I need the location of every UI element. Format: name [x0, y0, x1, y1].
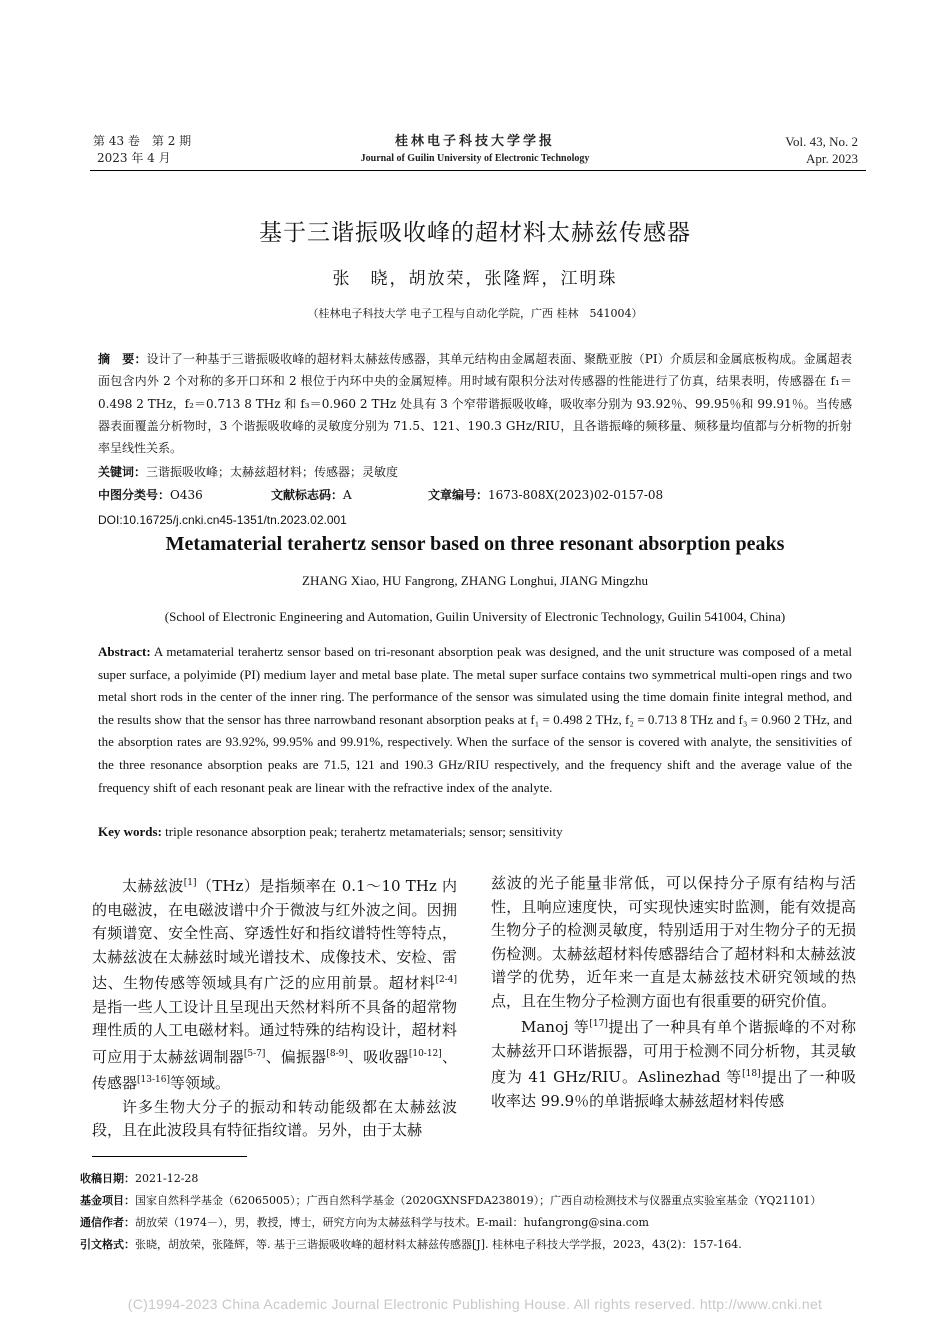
running-header-center [275, 133, 675, 167]
abstract-cn [98, 348, 852, 459]
keywords-cn [98, 461, 852, 483]
article-number: 文章编号：1673-808X(2023)02-0157-08 [428, 488, 664, 502]
affiliation-en: (School of Electronic Engineering and Automation, Guilin University of Electronic Technology, Guilin 541004, China) [164, 609, 786, 624]
citation-ref[interactable]: [2-4] [435, 975, 457, 985]
page-title-en: Metamaterial terahertz sensor based on three resonant absorption peaks [165, 533, 785, 555]
footnote-fund: 基金项目：国家自然科学基金（62065005）；广西自然科学基金（2020GXNSFDA238019）；广西自动检测技术与仪器重点实验室基金（YQ21101） [80, 1194, 822, 1207]
body-column-left [92, 872, 457, 1143]
journal-name-cn: 桂林电子科技大学学报 [394, 134, 555, 149]
clc-code: 中图分类号：O436 [98, 488, 203, 502]
volume-issue-en: Vol. 43, No. 2 [785, 134, 858, 149]
body-column-right [491, 872, 856, 1113]
citation-ref[interactable]: [8-9] [326, 1048, 348, 1059]
citation-ref[interactable]: [5-7] [243, 1048, 266, 1059]
abstract-cn-label: 摘 要： [98, 352, 147, 366]
citation-ref[interactable]: [17] [589, 1019, 608, 1029]
body-paragraph: 太赫兹波[1]（THz）是指频率在 0.1～10 THz 内的电磁波，在电磁波谱中介于微波与红外波之间。因拥有频谱宽、安全性高、穿透性好和指纹谱特性等特点，太赫兹波在太赫兹时域光谱技术、成像技术、安检、雷达、生物传感等领域具有广泛的应用前景。超材料[2-4]是指一些人工设计且呈现出天然材料所不具备的超常物理性质的人工电磁材料。通过特殊的结构设计，超材料可应用于太赫兹调制器[5-7]、偏振器[8-9]、吸收器[10-12]、传感器[13-16]等领域。 [92, 877, 457, 1092]
abstract-en-text: A metamaterial terahertz sensor based on tri-resonant absorption peak was designed, and the unit structure was composed of a metal super surface, a polyimide (PI) medium layer and metal base plate. The metal super surface contains two symmetrical multi-open rings and two metal short rods in the center of the inner ring. The performance of the sensor was simulated using the time domain finite integral method, and the results show that the sensor has three narrowband resonant absorption peaks at f₁ = 0.498 2 THz, f₂ = 0.713 8 THz and f₃ = 0.960 2 THz, and the absorption rates are 93.92%, 99.95% and 99.91%, respectively. When the surface of the sensor is covered with analyte, the sensitivities of the three resonance absorption peaks are 71.5, 121 and 190.3 GHz/RIU respectively, and the frequency shift and the average value of the frequency shift of each resonant peak are linear with the refractive index of the analyte. [98, 644, 852, 795]
header-rule [90, 170, 866, 171]
keywords-cn-label: 关键词： [98, 465, 147, 479]
body-paragraph: Manoj 等[17]提出了一种具有单个谐振峰的不对称太赫兹开口环谐振器，可用于检测不同分析物，其灵敏度为 41 GHz/RIU。Aslinezhad 等[18]提出了一种吸收率达 99.9％的单谐振峰太赫兹超材料传感 [491, 1018, 856, 1110]
citation-ref[interactable]: [10-12] [408, 1048, 442, 1059]
classification-row [98, 486, 852, 506]
abstract-en-label: Abstract: [98, 644, 151, 659]
citation-ref[interactable]: [1] [183, 878, 197, 888]
journal-name-en: Journal of Guilin University of Electronic Technology [360, 153, 590, 164]
keywords-en-text: triple resonance absorption peak; terahertz metamaterials; sensor; sensitivity [165, 824, 563, 839]
volume-issue-cn: 第 43 卷 第 2 期 [93, 134, 192, 148]
footnote-citation-format: 引文格式：张晓，胡放荣，张隆辉，等. 基于三谐振吸收峰的超材料太赫兹传感器[J]. 桂林电子科技大学学报，2023，43(2)：157-164. [80, 1238, 742, 1251]
affiliation-cn: （桂林电子科技大学 电子工程与自动化学院，广西 桂林 541004） [307, 307, 643, 320]
document-code: 文献标志码：A [271, 488, 352, 502]
doi[interactable]: DOI:10.16725/j.cnki.cn45-1351/tn.2023.02.001 [98, 513, 347, 527]
footnote-corresponding-author: 通信作者：胡放荣（1974－），男，教授，博士，研究方向为太赫兹科学与技术。E-mail：hufangrong@sina.com [80, 1216, 649, 1229]
copyright-watermark: (C)1994-2023 China Academic Journal Electronic Publishing House. All rights reserved. http://www.cnki.net [127, 1296, 823, 1312]
authors-en: ZHANG Xiao, HU Fangrong, ZHANG Longhui, JIANG Mingzhu [302, 573, 648, 588]
date-en: Apr. 2023 [806, 151, 858, 166]
authors-cn: 张 晓，胡放荣，张隆辉，江明珠 [332, 269, 618, 289]
running-header-right [785, 133, 858, 167]
body-paragraph: 兹波的光子能量非常低，可以保持分子原有结构与活性，且响应速度快，可实现快速实时监测，能有效提高生物分子的检测灵敏度，特别适用于对生物分子的无损伤检测。太赫兹超材料传感器结合了超材料和太赫兹波谱学的优势，近年来一直是太赫兹技术研究领域的热点，且在生物分子检测方面也有很重要的研究价值。 [491, 874, 856, 1010]
body-paragraph: 许多生物大分子的振动和转动能级都在太赫兹波段，且在此波段具有特征指纹谱。另外，由于太赫 [92, 1097, 457, 1139]
keywords-en-label: Key words: [98, 824, 162, 839]
page-title-cn: 基于三谐振吸收峰的超材料太赫兹传感器 [259, 220, 691, 246]
footnote-received: 收稿日期：2021-12-28 [80, 1172, 199, 1185]
citation-ref[interactable]: [18] [742, 1069, 761, 1079]
footnote-rule [92, 1156, 247, 1157]
keywords-en [98, 824, 852, 840]
date-cn: 2023 年 4 月 [97, 151, 171, 165]
keywords-cn-text: 三谐振吸收峰；太赫兹超材料；传感器；灵敏度 [146, 465, 399, 479]
citation-ref[interactable]: [13-16] [137, 1075, 170, 1085]
abstract-en [98, 641, 852, 799]
abstract-cn-text: 设计了一种基于三谐振吸收峰的超材料太赫兹传感器，其单元结构由金属超表面、聚酰亚胺（PI）介质层和金属底板构成。金属超表面包含内外 2 个对称的多开口环和 2 根位于内环中央的金属短棒。用时域有限积分法对传感器的性能进行了仿真，结果表明，传感器在 f₁＝0.498 2 THz，f₂＝0.713 8 THz 和 f₃＝0.960 2 THz 处具有 3 个窄带谐振吸收峰，吸收率分别为 93.92％、99.95％和 99.91％。当传感器表面覆盖分析物时，3 个谐振吸收峰的灵敏度分别为 71.5、121、190.3 GHz/RIU，且各谐振峰的频移量、频移量均值都与分析物的折射率呈线性关系。 [98, 352, 852, 456]
running-header-left [93, 133, 191, 167]
